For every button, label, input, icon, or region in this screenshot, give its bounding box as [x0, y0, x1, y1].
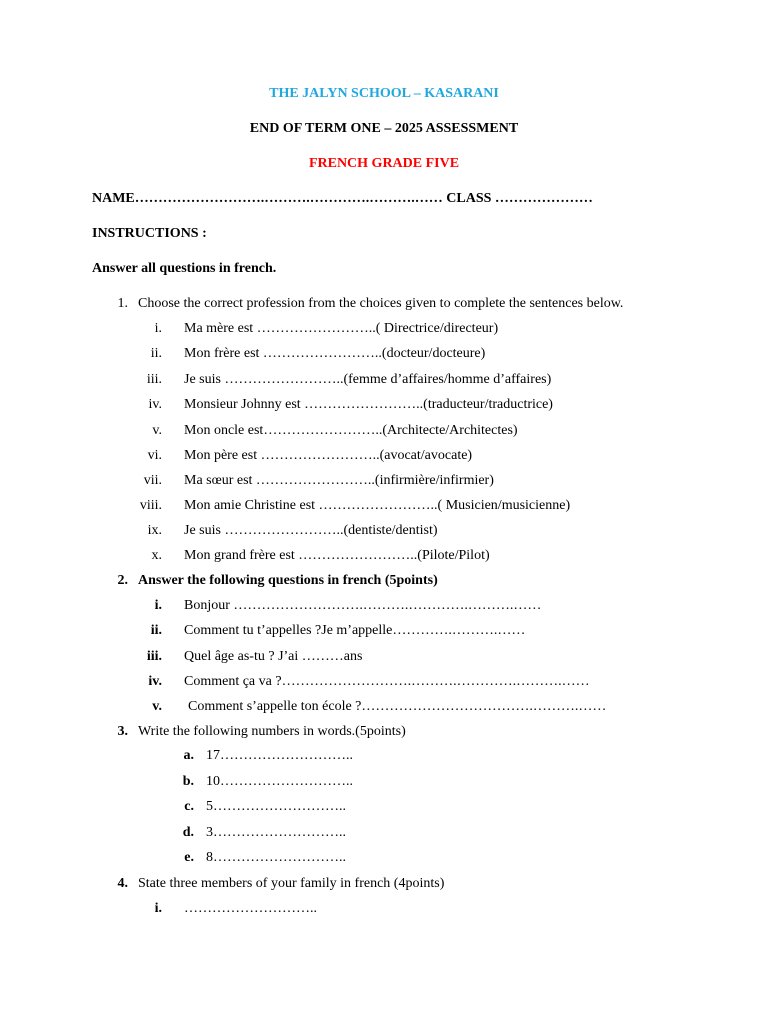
- q1-item-number: vii.: [143, 473, 162, 488]
- q1-item-text: Mon oncle est……………………..(Architecte/Architectes): [184, 423, 518, 438]
- question-2-number: 2.: [117, 573, 128, 588]
- q2-item-number: ii.: [150, 623, 162, 638]
- q1-item-text: Mon frère est ……………………..(docteur/docteure): [184, 346, 486, 361]
- q2-item-text: Comment s’appelle ton école ?……………………………….……….……: [188, 699, 607, 714]
- q2-item-text: Bonjour ……………………….……….………….……….……: [184, 598, 542, 613]
- q3-item-text: 10………………………..: [206, 774, 353, 789]
- q1-item-number: viii.: [139, 498, 162, 513]
- q3-item-letter: d.: [182, 825, 194, 840]
- question-3-text: Write the following numbers in words.(5points): [138, 724, 406, 739]
- school-title: THE JALYN SCHOOL – KASARANI: [269, 86, 499, 101]
- q1-item-text: Ma sœur est ……………………..(infirmière/infirmier): [184, 473, 494, 488]
- question-1-number: 1.: [117, 296, 128, 311]
- q1-item-number: vi.: [147, 448, 162, 463]
- question-1-text: Choose the correct profession from the choices given to complete the sentences below.: [138, 296, 624, 311]
- q3-item-text: 5………………………..: [206, 799, 346, 814]
- q1-item-text: Mon grand frère est ……………………..(Pilote/Pilot): [184, 548, 490, 563]
- q1-item-number: iv.: [148, 397, 162, 412]
- q2-item-number: iii.: [146, 649, 162, 664]
- question-4-number: 4.: [117, 876, 128, 891]
- q1-item-text: Ma mère est ……………………..( Directrice/directeur): [184, 321, 499, 336]
- q3-item-letter: e.: [184, 850, 194, 865]
- question-4-text: State three members of your family in french (4points): [138, 876, 445, 891]
- q1-item-number: v.: [152, 423, 162, 438]
- subject-title: FRENCH GRADE FIVE: [308, 156, 460, 171]
- q1-item-text: Mon amie Christine est ……………………..( Musicien/musicienne): [184, 498, 571, 513]
- q4-item-text: ………………………..: [184, 901, 317, 916]
- name-class-line: NAME……………………….……….………….……….…… CLASS …………………: [92, 191, 593, 206]
- q4-item-number: i.: [154, 901, 162, 916]
- q2-item-number: i.: [154, 598, 162, 613]
- q3-item-text: 8………………………..: [206, 850, 346, 865]
- q2-item-text: Comment tu t’appelles ?Je m’appelle………….……….……: [184, 623, 526, 638]
- q2-item-number: v.: [152, 699, 162, 714]
- q1-item-number: i.: [154, 321, 162, 336]
- q2-item-number: iv.: [148, 674, 162, 689]
- q2-item-text: Quel âge as-tu ? J’ai ………ans: [184, 649, 363, 664]
- q1-item-number: iii.: [146, 372, 162, 387]
- q1-item-text: Je suis ……………………..(femme d’affaires/homme d’affaires): [184, 372, 552, 387]
- q1-item-number: ii.: [150, 346, 162, 361]
- instructions-heading: INSTRUCTIONS :: [92, 226, 207, 241]
- question-3-number: 3.: [117, 724, 128, 739]
- assessment-title: END OF TERM ONE – 2025 ASSESSMENT: [249, 121, 519, 136]
- q3-item-text: 17………………………..: [206, 748, 353, 763]
- q3-item-letter: a.: [183, 748, 194, 763]
- q1-item-text: Je suis ……………………..(dentiste/dentist): [184, 523, 438, 538]
- question-2-text: Answer the following questions in french (5points): [138, 573, 438, 588]
- q1-item-number: ix.: [147, 523, 162, 538]
- q1-item-number: x.: [151, 548, 162, 563]
- q2-item-text: Comment ça va ?……………………….……….………….……….……: [184, 674, 590, 689]
- q3-item-letter: c.: [184, 799, 194, 814]
- q3-item-text: 3………………………..: [206, 825, 346, 840]
- q1-item-text: Mon père est ……………………..(avocat/avocate): [184, 448, 473, 463]
- instructions-text: Answer all questions in french.: [92, 261, 277, 276]
- q3-item-letter: b.: [182, 774, 194, 789]
- q1-item-text: Monsieur Johnny est ……………………..(traducteur/traductrice): [184, 397, 553, 412]
